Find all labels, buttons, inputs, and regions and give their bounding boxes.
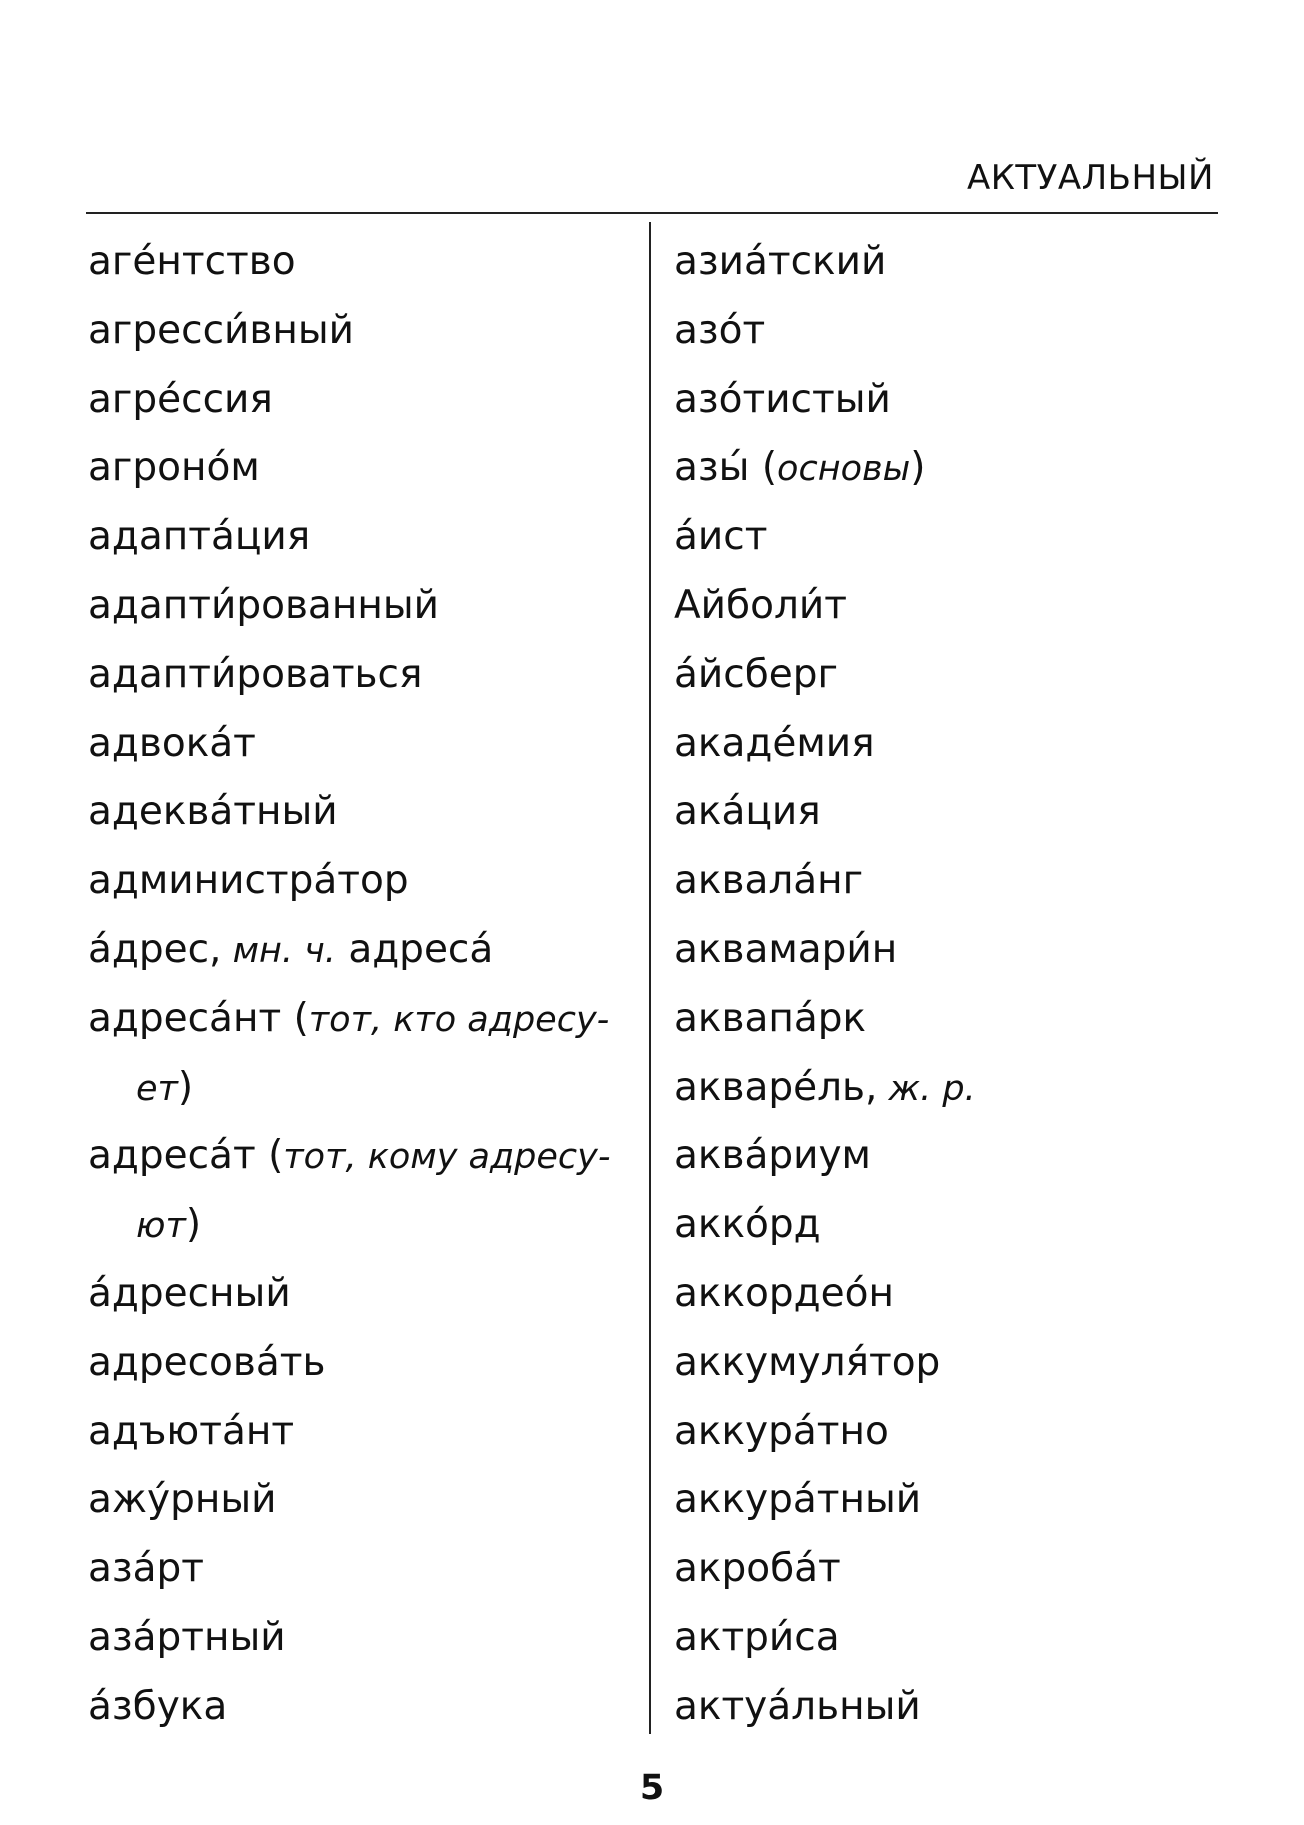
entry: адеква́тный bbox=[88, 789, 338, 835]
headword: акваре́ль, bbox=[674, 1064, 878, 1110]
entry: адапта́ция bbox=[88, 514, 311, 560]
entry: актри́са bbox=[674, 1614, 840, 1660]
entry: агресси́вный bbox=[88, 307, 354, 353]
entry: азо́т bbox=[674, 307, 766, 353]
left-column bbox=[88, 228, 633, 1742]
entry: аккура́тный bbox=[674, 1477, 922, 1523]
headword: азы́ ( bbox=[674, 445, 778, 491]
closing-paren: ) bbox=[185, 1202, 202, 1248]
entry: а́ист bbox=[674, 514, 768, 560]
entry-with-note bbox=[88, 916, 633, 985]
entry: азиа́тский bbox=[674, 239, 887, 284]
definition-note-continued: ют bbox=[136, 1206, 186, 1247]
definition-note: тот, кому адресу- bbox=[283, 1137, 611, 1178]
grammar-note: ж. р. bbox=[877, 1068, 976, 1109]
closing-paren: ) bbox=[177, 1064, 194, 1110]
entry: аквала́нг bbox=[674, 858, 864, 904]
entry-with-note bbox=[88, 985, 633, 1123]
entry: ака́ция bbox=[674, 789, 821, 835]
entry: аккордео́н bbox=[674, 1270, 894, 1316]
entry: аквамари́н bbox=[674, 926, 898, 972]
headword: адреса́нт ( bbox=[88, 995, 309, 1041]
plural-form: адреса́ bbox=[335, 926, 494, 972]
entry: адвока́т bbox=[88, 720, 256, 766]
entry: адапти́рованный bbox=[88, 582, 439, 628]
running-head: АКТУАЛЬНЫЙ bbox=[966, 158, 1214, 198]
entry: Айболи́т bbox=[674, 582, 847, 628]
entry: а́дресный bbox=[88, 1270, 291, 1316]
entry: агре́ссия bbox=[88, 376, 273, 422]
entry: аза́рт bbox=[88, 1546, 205, 1592]
right-column bbox=[674, 228, 1219, 1742]
headword: адреса́т ( bbox=[88, 1133, 284, 1179]
entry: азо́тистый bbox=[674, 376, 891, 422]
entry: адъюта́нт bbox=[88, 1408, 295, 1454]
entry-with-note bbox=[674, 1054, 1219, 1123]
closing-paren: ) bbox=[910, 445, 926, 491]
entry-with-note bbox=[88, 1122, 633, 1260]
headword: а́дрес, bbox=[88, 926, 222, 972]
grammar-note: мн. ч. bbox=[221, 930, 336, 971]
entry: а́збука bbox=[88, 1683, 228, 1729]
entry: акаде́мия bbox=[674, 720, 875, 766]
entry: аге́нтство bbox=[88, 239, 296, 284]
entry: аквапа́рк bbox=[674, 995, 867, 1041]
entry-with-note bbox=[674, 434, 1219, 503]
entry: аква́риум bbox=[674, 1133, 871, 1179]
entry: агроно́м bbox=[88, 445, 260, 491]
entry: а́йсберг bbox=[674, 651, 838, 697]
entry: акко́рд bbox=[674, 1202, 821, 1248]
entry: адапти́роваться bbox=[88, 651, 423, 697]
definition-note: основы bbox=[777, 449, 911, 490]
definition-note: тот, кто адресу- bbox=[308, 999, 610, 1040]
entry: актуа́льный bbox=[674, 1683, 921, 1729]
entry: адресова́ть bbox=[88, 1339, 326, 1385]
entry: акроба́т bbox=[674, 1546, 841, 1592]
entry: ажу́рный bbox=[88, 1477, 277, 1523]
entry: аккура́тно bbox=[674, 1408, 889, 1454]
entry: администра́тор bbox=[88, 858, 409, 904]
definition-note-continued: ет bbox=[136, 1068, 178, 1109]
page-number: 5 bbox=[639, 1768, 665, 1808]
column-divider bbox=[649, 222, 651, 1734]
entry: аккумуля́тор bbox=[674, 1339, 941, 1385]
header-rule bbox=[86, 212, 1218, 214]
entry: аза́ртный bbox=[88, 1614, 286, 1660]
